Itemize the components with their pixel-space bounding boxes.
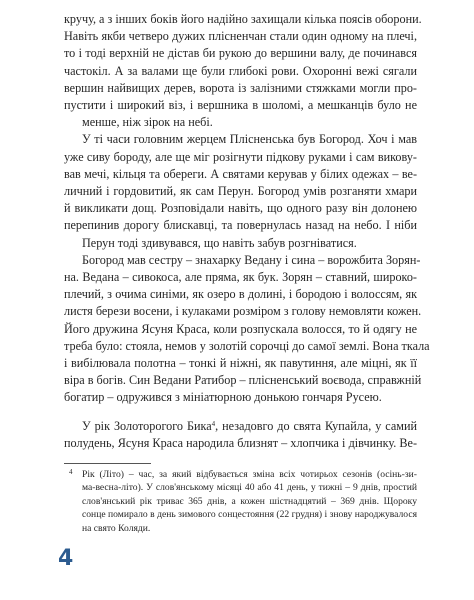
text-line: уже сиву бороду, але ще міг розігнути підкову руками і сам викову-: [64, 149, 417, 164]
text-line: треба було: стояла, немов у золотій сорочці до самої землі. Вона ткала: [64, 338, 430, 353]
text-line: віра в богів. Син Ведани Ратибор – плісненський воєвода, справжній: [64, 373, 422, 388]
paragraph-4: [64, 418, 417, 452]
footnote-line: сонце помирало в день зимового сонцестояння (22 грудня) і знову народжувалося на свято Коляди.: [82, 509, 417, 534]
text-line: [64, 418, 417, 435]
text-line: й викликати дощ. Розповідали навіть, що одного разу він долонею: [64, 201, 417, 216]
text-line: Навіть якби четверо дужих плісненчан стали один одному на плечі,: [64, 29, 417, 44]
footnote-divider: [64, 463, 151, 464]
text-line: плечий, з очима синіми, як озеро в долині, і бородою і волоссям, як: [64, 287, 417, 302]
text-line: Перун тоді здивувався, що навіть забув розгніватися.: [82, 235, 357, 250]
footnote-mark: 4: [69, 468, 73, 476]
page-number: 4: [58, 546, 74, 571]
footnote-line: слов'янський рік триває 365 днів, а кожен шістнадцятий – 369 днів. Щороку: [82, 495, 417, 507]
text-line: частокіл. А за валами ще були глибокі рови. Охоронні вежі сягали: [64, 63, 417, 78]
text-line: перепинив дорогу блискавці, та повернулась назад на небо. І ніби: [64, 218, 417, 233]
text-line: менше, ніж зірок на небі.: [82, 115, 213, 130]
text-line: Його дружина Ясуня Краса, коли розпускала волосся, то й одягу не: [64, 321, 417, 336]
text-line: листя берези восени, і кулаками розміром з голову немовляти кожен.: [64, 304, 422, 319]
paragraph-1: [64, 11, 422, 131]
text-fragment: У рік Золоторогого Бика: [82, 418, 212, 433]
main-text: [64, 11, 430, 452]
text-line: на. Ведана – сивокоса, але пряма, як бук. Зорян – ставний, широко-: [64, 270, 417, 285]
text-line: пустити і широкий віз, і вершника в шоломі, а мешканців було не: [64, 98, 417, 113]
paragraph-3: [64, 252, 430, 407]
text-fragment: , незадовго до свята Купайла, у самий: [215, 418, 417, 433]
text-line: Богород мав сестру – знахарку Ведану і сина – ворожбита Зорян-: [82, 252, 421, 267]
text-line: і вибілювала полотна – тонкі й ніжні, як павутиння, але міцні, як її: [64, 356, 417, 371]
footnote: [69, 468, 417, 535]
footnote-line: ма-весна-літо). У слов'янському місяці 40 або 41 день, у тижні – 9 днів, простий: [82, 482, 417, 494]
text-line: то і тоді верхній не дістав би рукою до вершини валу, де починався: [64, 46, 417, 61]
footnote-reference: 4: [211, 419, 216, 428]
text-line: личний і гордовитий, як сам Перун. Богород умів розганяти хмари: [64, 184, 417, 199]
text-line: вав мечі, кільця та обереги. А святами керував у білих одежах – ве-: [64, 166, 417, 181]
footnote-line: Рік (Літо) – час, за який відбувається зміна всіх чотирьох сезонів (осінь-зи-: [82, 469, 417, 480]
text-line: вершин найвищих дерев, ворота із залізними стяжками могли про-: [64, 80, 417, 95]
paragraph-2: [64, 131, 417, 251]
text-line: У ті часи головним жерцем Плісненська був Богород. Хоч і мав: [82, 132, 417, 147]
text-line: богатир – одружився з мініатюрною донькою гончаря Русею.: [64, 390, 382, 405]
text-line: полудень, Ясуня Краса народила близнят – хлопчика і дівчинку. Ве-: [64, 435, 417, 450]
text-line: кручу, а з інших боків його надійно захищали кілька поясів оборони.: [64, 12, 422, 26]
